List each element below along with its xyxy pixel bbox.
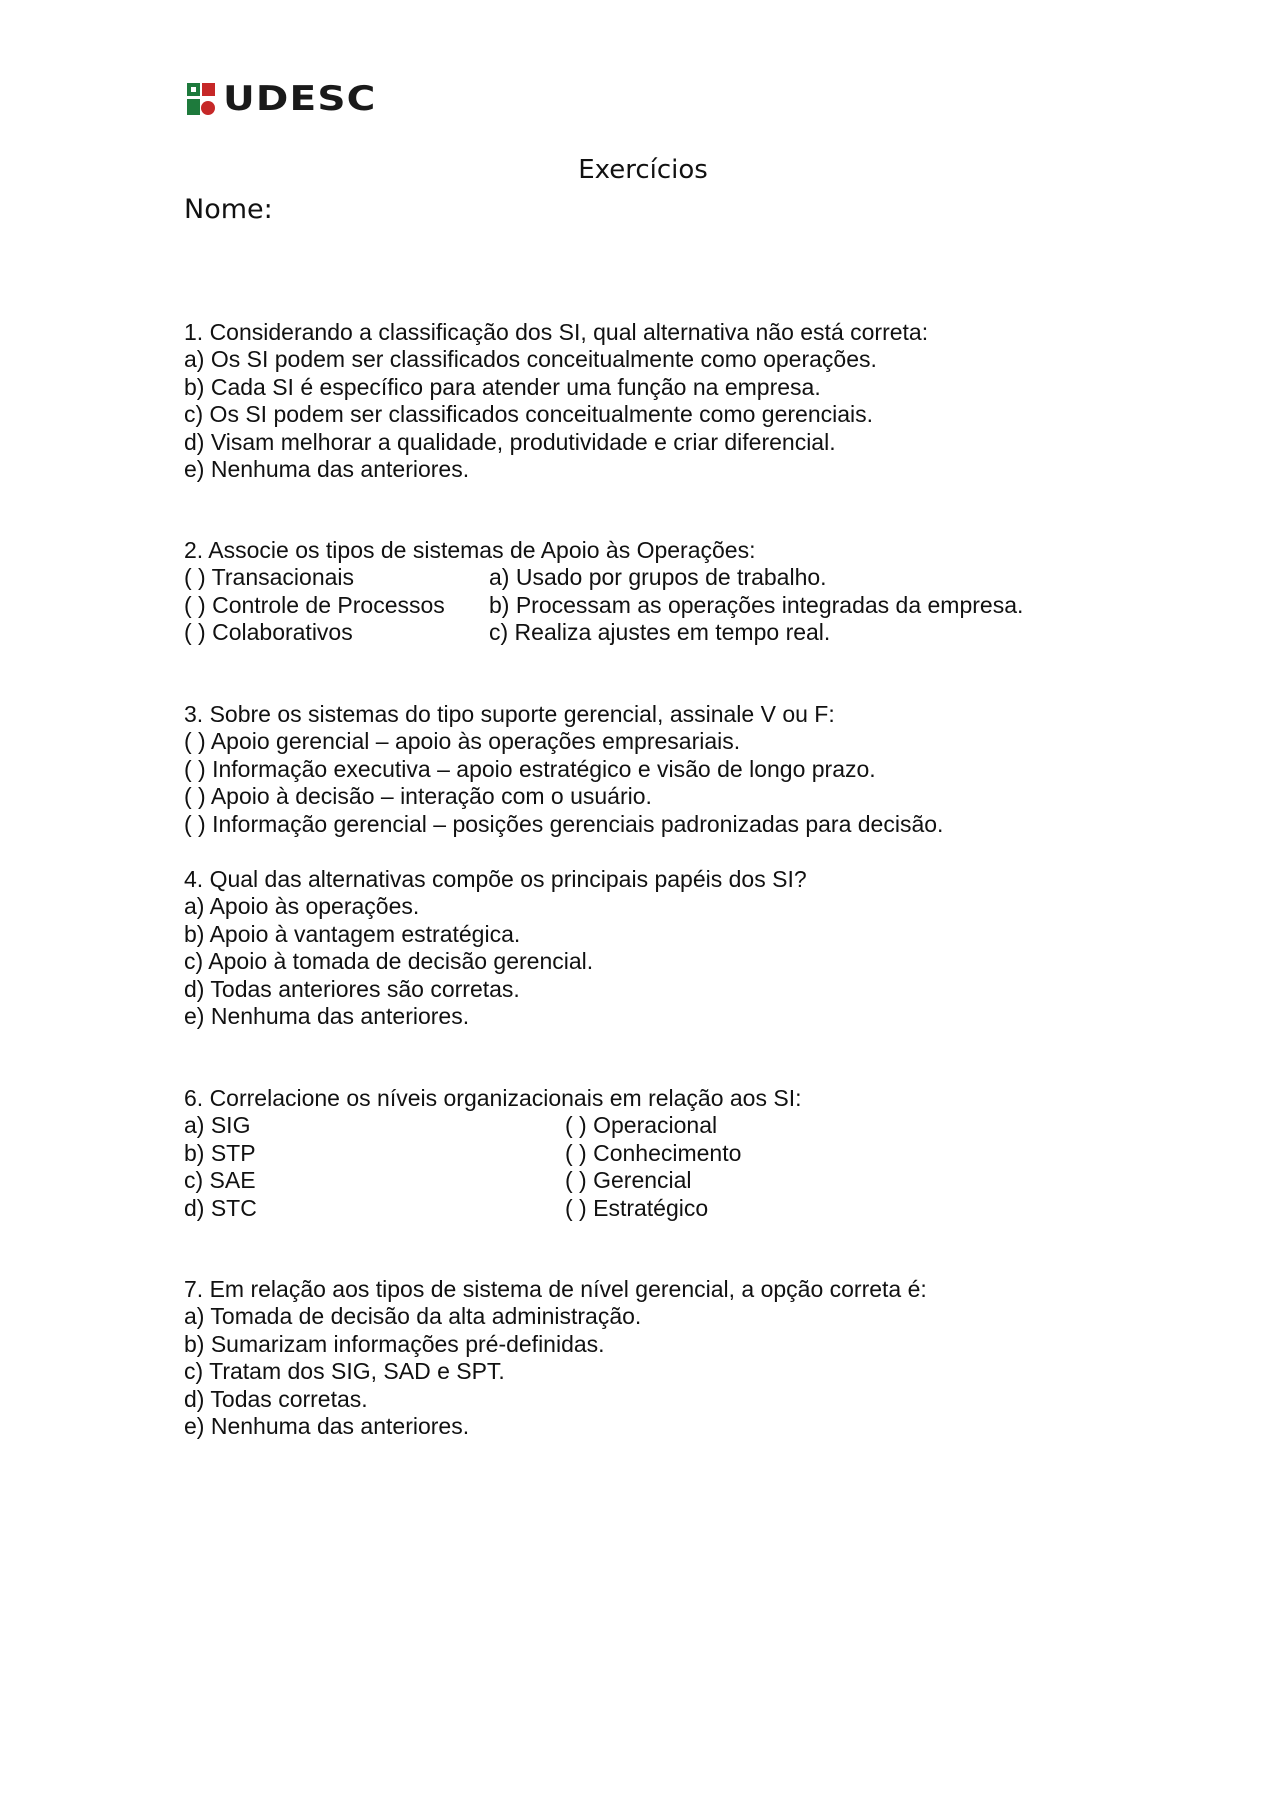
association-table xyxy=(184,564,1023,646)
udesc-logo xyxy=(187,78,377,120)
option-item: c) Os SI podem ser classificados conceitualmente como gerenciais. xyxy=(184,401,874,428)
correlation-left-item: d) STC xyxy=(184,1194,257,1221)
correlation-right-item: ( ) Gerencial xyxy=(565,1167,692,1194)
question-prompt: 1. Considerando a classificação dos SI, qual alternativa não está correta: xyxy=(184,319,929,345)
option-item: c) Apoio à tomada de decisão gerencial. xyxy=(184,948,594,975)
page-title: Exercícios xyxy=(578,155,708,185)
option-item: a) Apoio às operações. xyxy=(184,893,420,920)
question-4 xyxy=(184,866,807,1030)
option-item: e) Nenhuma das anteriores. xyxy=(184,1003,470,1030)
correlation-left-item: b) STP xyxy=(184,1139,256,1166)
correlation-table xyxy=(184,1112,802,1222)
association-left-item: ( ) Transacionais xyxy=(184,564,355,591)
question-1 xyxy=(184,319,928,483)
question-prompt: 3. Sobre os sistemas do tipo suporte gerencial, assinale V ou F: xyxy=(184,701,835,727)
udesc-emblem-icon xyxy=(187,81,217,117)
option-item: b) Cada SI é específico para atender uma função na empresa. xyxy=(184,373,821,400)
association-right-item: b) Processam as operações integradas da empresa. xyxy=(489,591,1024,618)
correlation-left-item: a) SIG xyxy=(184,1112,251,1139)
option-item: d) Todas corretas. xyxy=(184,1385,368,1412)
correlation-right-item: ( ) Conhecimento xyxy=(565,1139,742,1166)
question-2 xyxy=(184,537,1023,647)
logo-text: UDESC xyxy=(223,79,377,119)
option-item: d) Visam melhorar a qualidade, produtividade e criar diferencial. xyxy=(184,428,836,455)
question-7 xyxy=(184,1276,927,1440)
association-left-item: ( ) Colaborativos xyxy=(184,619,353,646)
question-prompt: 7. Em relação aos tipos de sistema de nível gerencial, a opção correta é: xyxy=(184,1276,927,1302)
option-item: b) Sumarizam informações pré-definidas. xyxy=(184,1330,605,1357)
correlation-left-item: c) SAE xyxy=(184,1167,256,1194)
option-item: b) Apoio à vantagem estratégica. xyxy=(184,920,521,947)
question-prompt: 4. Qual das alternativas compõe os principais papéis dos SI? xyxy=(184,866,807,892)
name-label: Nome: xyxy=(184,194,273,225)
correlation-right-item: ( ) Operacional xyxy=(565,1112,718,1139)
option-item: ( ) Apoio gerencial – apoio às operações empresariais. xyxy=(184,728,741,755)
option-item: ( ) Informação gerencial – posições gerenciais padronizadas para decisão. xyxy=(184,810,944,837)
option-item: a) Tomada de decisão da alta administração. xyxy=(184,1303,642,1330)
option-item: a) Os SI podem ser classificados conceitualmente como operações. xyxy=(184,346,877,373)
association-right-item: c) Realiza ajustes em tempo real. xyxy=(489,619,831,646)
association-right-item: a) Usado por grupos de trabalho. xyxy=(489,564,827,591)
association-left-item: ( ) Controle de Processos xyxy=(184,591,445,618)
option-item: ( ) Informação executiva – apoio estratégico e visão de longo prazo. xyxy=(184,755,876,782)
option-item: ( ) Apoio à decisão – interação com o usuário. xyxy=(184,783,652,810)
question-3 xyxy=(184,701,943,838)
option-item: e) Nenhuma das anteriores. xyxy=(184,1413,470,1440)
question-prompt: 6. Correlacione os níveis organizacionais em relação aos SI: xyxy=(184,1085,802,1111)
question-prompt: 2. Associe os tipos de sistemas de Apoio às Operações: xyxy=(184,537,756,563)
correlation-right-item: ( ) Estratégico xyxy=(565,1194,709,1221)
option-item: e) Nenhuma das anteriores. xyxy=(184,456,470,483)
question-6 xyxy=(184,1085,802,1222)
option-item: c) Tratam dos SIG, SAD e SPT. xyxy=(184,1358,505,1385)
option-item: d) Todas anteriores são corretas. xyxy=(184,975,520,1002)
